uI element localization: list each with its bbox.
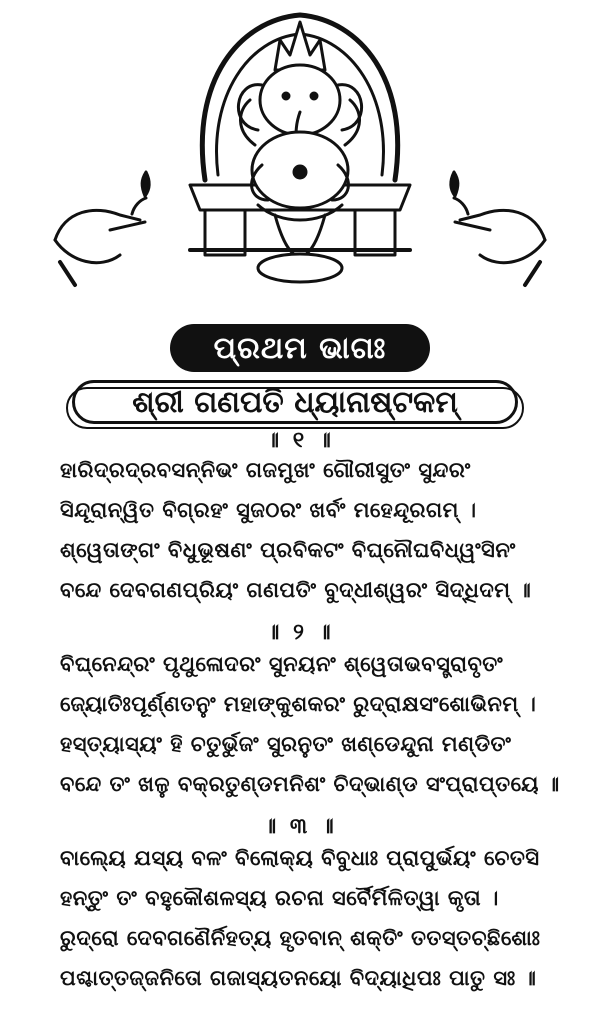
verse-line: ହସ୍ତ୍ୟାସ୍ୟଂ ହି ଚତୁର୍ଭୁଜଂ ସୁରନୁତଂ ଖଣ୍ଡେନ୍ଦୁନା ମଣ୍ଡିତଂ xyxy=(60,732,512,756)
verse-line: ସିନ୍ଦୂରାନ୍ୱିତ ବିଗ୍ରହଂ ସୁଜଠରଂ ଖର୍ବଂ ମହେନ୍ଦୂରଗମ୍ । xyxy=(60,498,477,522)
verse-line: ପଶ୍ଚାତ୍ତଜ୍ଜନିତୋ ଗଜାସ୍ୟତନୟୋ ବିଦ୍ୟାଧିପଃ ପାତୁ ସଃ ॥ xyxy=(60,966,537,990)
part-title-badge xyxy=(170,324,430,372)
hymn-title-text: ଶ୍ରୀ ଗଣପତି ଧ୍ୟାନାଷ୍ଟକମ୍ xyxy=(132,384,458,420)
part-title-text: ପ୍ରଥମ ଭାଗଃ xyxy=(213,330,387,366)
verse-line: ଶ୍ୱେତାଙ୍ଗଂ ବିଧୁଭୂଷଣଂ ପ୍ରବିକଟଂ ବିଘ୍ନୌଘବିଧ୍ୱଂସିନଂ xyxy=(60,538,516,562)
ganesha-illustration xyxy=(0,0,600,310)
verse-line: ବନ୍ଦେ ଦେବଗଣପ୍ରିୟଂ ଗଣପତିଂ ବୁଦ୍ଧୀଶ୍ୱରଂ ସିଦ୍ଧିଦମ୍ ॥ xyxy=(60,578,532,602)
verse-line: ଜ୍ୟୋତିଃପୂର୍ଣ୍ଣତନୁଂ ମହାଙ୍କୁଶକରଂ ରୁଦ୍ରାକ୍ଷସଂଶୋଭିନମ୍ । xyxy=(60,692,537,716)
hymn-title-banner xyxy=(72,380,518,424)
verse-number: ॥ ୨ ॥ xyxy=(266,620,334,645)
verse-number: ॥ ୩ ॥ xyxy=(263,814,337,839)
verse-line: ହନ୍ତୁଂ ତଂ ବହୁକୌଶଳସ୍ୟ ରଚନା ସର୍ବୈର୍ମିଳିତ୍ୱା କୃତା । xyxy=(60,886,499,910)
verse-line: ବିଘ୍ନେନ୍ଦ୍ରଂ ପୃଥୁଳୋଦରଂ ସୁନୟନଂ ଶ୍ୱେତାଭବସ୍ତ୍ରାବୃତଂ xyxy=(60,652,504,676)
verse-line: ବନ୍ଦେ ତଂ ଖଳୁ ବକ୍ରତୁଣ୍ଡମନିଶଂ ଚିଦ୍ଭାଣ୍ଡ ସଂପ୍ରାପ୍ତୟେ ॥ xyxy=(60,772,560,796)
verse-line: ରୁଦ୍ରୋ ଦେବଗଣୈର୍ନିହତ୍ୟ ହୃତବାନ୍ ଶକ୍ତିଂ ତତସ୍ତଚ୍ଛିଶୋଃ xyxy=(60,926,541,950)
verse-line: ବାଲ୍ୟେ ଯସ୍ୟ ବଳଂ ବିଲୋକ୍ୟ ବିବୁଧାଃ ପ୍ରାପୁର୍ଭୟଂ ଚେତସି xyxy=(60,846,540,870)
verse-line: ହାରିଦ୍ରଦ୍ରବସନ୍ନିଭଂ ଗଜମୁଖଂ ଗୌରୀସୁତଂ ସୁନ୍ଦରଂ xyxy=(60,458,471,482)
verse-number: ॥ ୧ ॥ xyxy=(266,428,334,453)
